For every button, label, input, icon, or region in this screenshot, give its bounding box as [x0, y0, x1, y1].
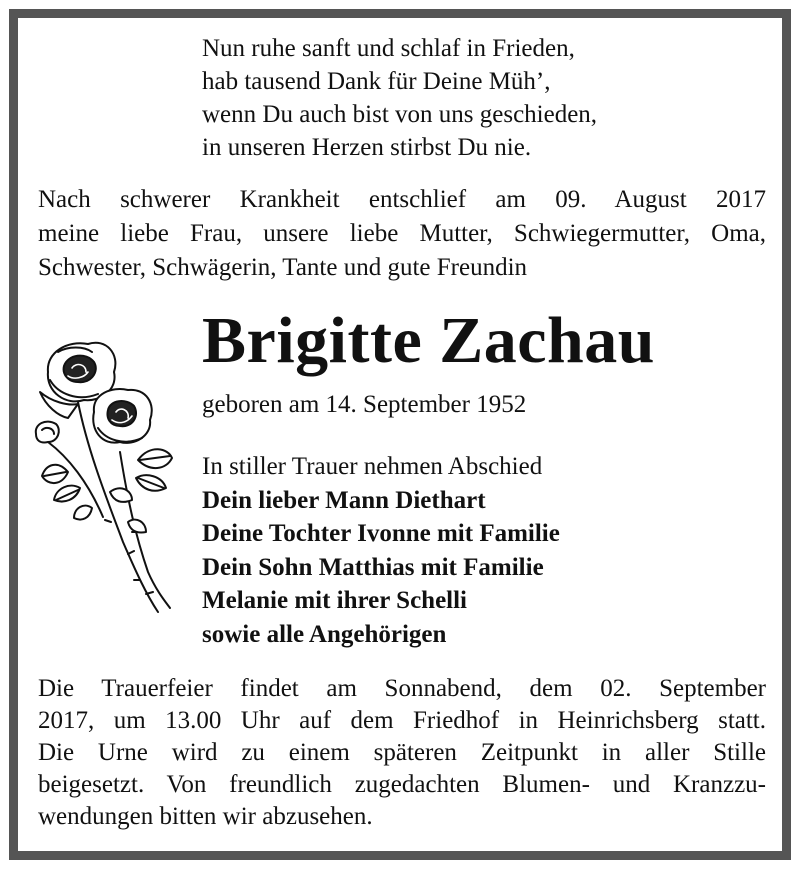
mourner-line: Dein lieber Mann Diethart [202, 486, 486, 514]
memorial-poem [202, 32, 597, 164]
poem-line: hab tausend Dank für Deine Müh’, [202, 68, 551, 95]
funeral-line: Die Urne wird zu einem späteren Zeitpunkt in aller Stille [38, 739, 766, 766]
mourners-block [202, 450, 560, 651]
mourner-line: Melanie mit ihrer Schelli [202, 587, 468, 614]
deceased-name: Brigitte Zachau [202, 304, 655, 377]
mourner-line: sowie alle Angehörigen [202, 620, 447, 648]
poem-line: wenn Du auch bist von uns geschieden, [202, 101, 598, 128]
mourning-heading: In stiller Trauer nehmen Abschied [202, 453, 543, 480]
mourner-line: Deine Tochter Ivonne mit Familie [202, 520, 560, 547]
funeral-line: Die Trauerfeier findet am Sonnabend, dem 02. September [38, 675, 766, 702]
intro-line: Schwester, Schwägerin, Tante und gute Freundin [38, 254, 528, 281]
birth-date: geboren am 14. September 1952 [202, 391, 527, 418]
death-announcement [38, 183, 766, 285]
funeral-info [38, 673, 766, 833]
mourner-line: Dein Sohn Matthias mit Familie [202, 553, 544, 581]
roses-illustration-icon [28, 332, 188, 622]
funeral-line: wendungen bitten wir abzusehen. [38, 803, 373, 830]
funeral-line: 2017, um 13.00 Uhr auf dem Friedhof in Heinrichsberg statt. [38, 707, 766, 734]
intro-line: meine liebe Frau, unsere liebe Mutter, Schwiegermutter, Oma, [38, 220, 766, 247]
poem-line: in unseren Herzen stirbst Du nie. [202, 134, 532, 161]
poem-line: Nun ruhe sanft und schlaf in Frieden, [202, 35, 575, 62]
funeral-line: beigesetzt. Von freundlich zugedachten Blumen- und Kranzzu- [38, 771, 766, 798]
intro-line: Nach schwerer Krankheit entschlief am 09. August 2017 [38, 186, 766, 213]
